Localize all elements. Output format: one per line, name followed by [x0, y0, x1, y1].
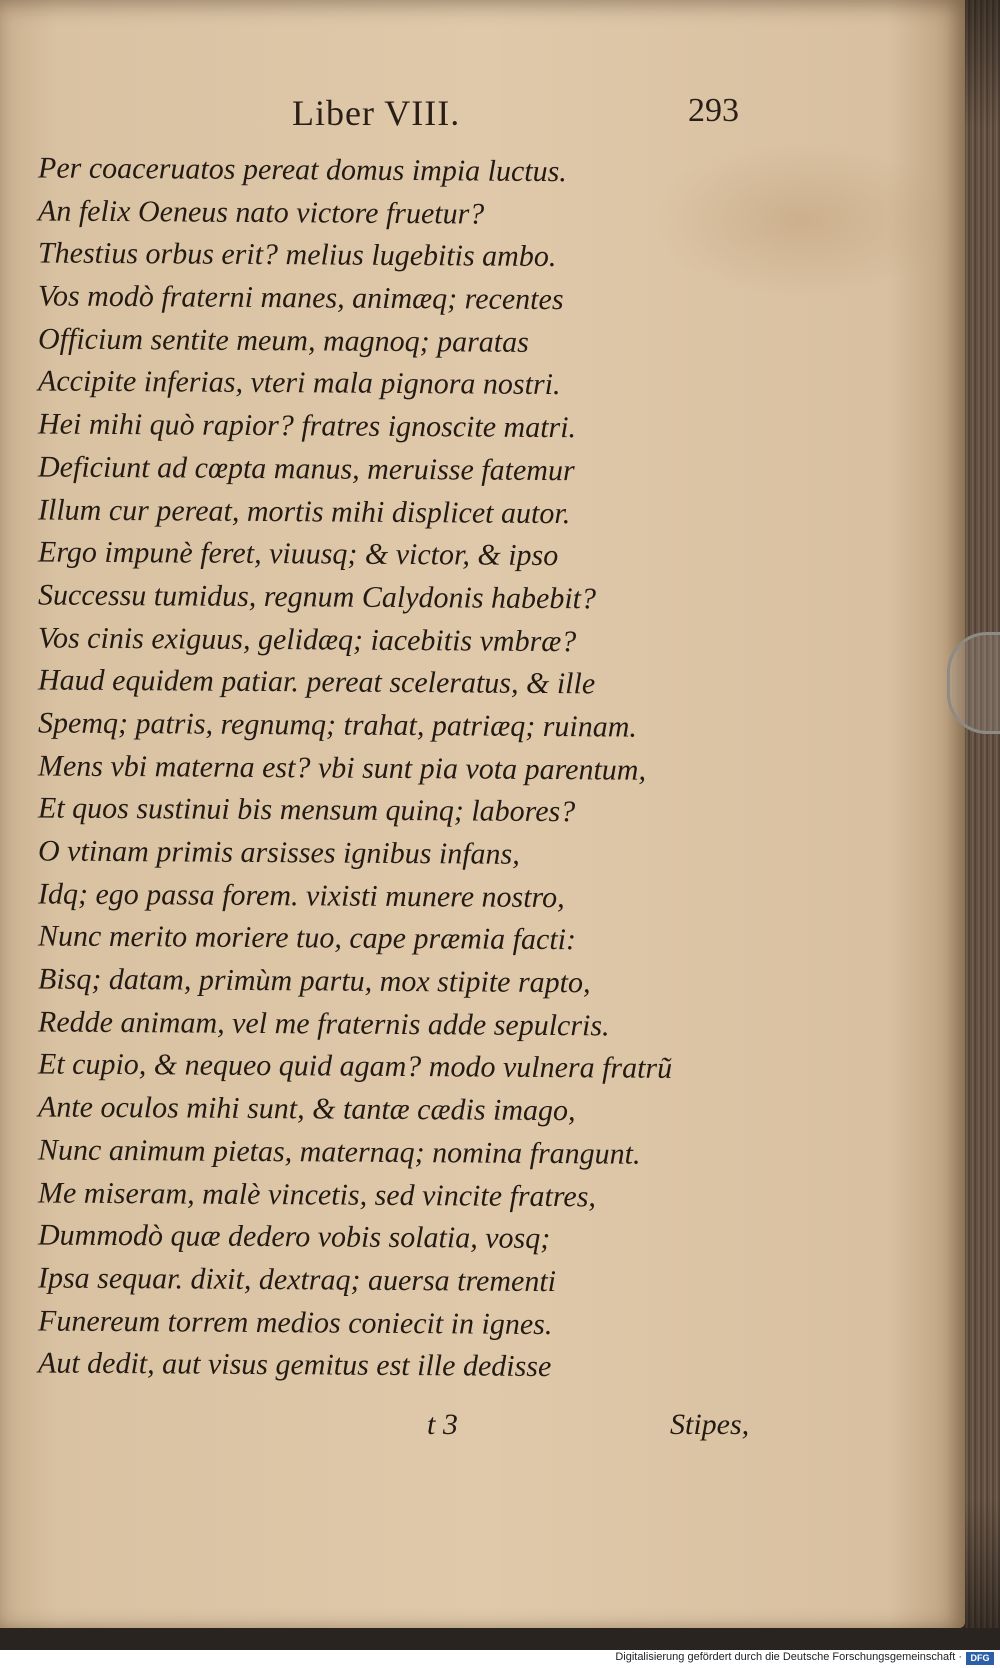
book-title: Liber VIII.	[292, 93, 461, 133]
dfg-logo-icon: DFG	[966, 1652, 994, 1665]
verse-line: Funereum torrem medios coniecit in ignes.	[38, 1304, 553, 1341]
verse-line: Illum cur pereat, mortis mihi displicet autor.	[38, 492, 571, 530]
verse-line: Ipsa sequar. dixit, dextraq; auersa trementi	[38, 1261, 556, 1298]
credit-bar	[0, 1650, 1000, 1668]
catchword: Stipes,	[670, 1408, 750, 1441]
page-number: 293	[688, 92, 739, 129]
verse-line: Nunc animum pietas, maternaq; nomina frangunt.	[38, 1133, 641, 1171]
verse-line: Spemq; patris, regnumq; trahat, patriæq; ruinam.	[38, 706, 637, 744]
verse-line: Successu tumidus, regnum Calydonis habebit?	[38, 578, 597, 616]
verse-line: Et cupio, & nequeo quid agam? modo vulnera fratrũ	[38, 1047, 673, 1086]
verse-line: Me miseram, malè vincetis, sed vincite fratres,	[38, 1175, 596, 1213]
verse-line: O vtinam primis arsisses ignibus infans,	[38, 834, 520, 871]
verse-line: Ergo impunè feret, viuusq; & victor, & ipso	[38, 535, 559, 573]
verse-line: Bisq; datam, primùm partu, mox stipite rapto,	[38, 962, 591, 1000]
verse-line: Deficiunt ad cœpta manus, meruisse fatemur	[38, 450, 575, 488]
verse-line: Hei mihi quò rapior? fratres ignoscite matri.	[38, 407, 577, 445]
page-clip	[947, 632, 1000, 734]
verse-line: Vos cinis exiguus, gelidæq; iacebitis vmbræ?	[38, 621, 577, 658]
verse-line: Accipite inferias, vteri mala pignora nostri.	[38, 364, 561, 402]
page-footer	[0, 1408, 965, 1448]
verse-line: Et quos sustinui bis mensum quinq; labores?	[38, 791, 576, 829]
verse-line: Haud equidem patiar. pereat sceleratus, & ille	[38, 663, 596, 701]
verse-line: Officium sentite meum, magnoq; paratas	[38, 322, 529, 359]
signature-mark: t 3	[427, 1408, 458, 1441]
running-head	[0, 92, 965, 138]
verse-line: Nunc merito moriere tuo, cape præmia facti:	[38, 919, 576, 957]
page-edges	[965, 0, 1000, 1628]
verse-line: Mens vbi materna est? vbi sunt pia vota parentum,	[38, 749, 646, 787]
verse-line: Per coaceruatos pereat domus impia luctus.	[38, 151, 567, 189]
verse-line: An felix Oeneus nato victore fruetur?	[38, 194, 485, 231]
verse-line: Aut dedit, aut visus gemitus est ille dedisse	[38, 1346, 552, 1384]
verse-line: Dummodò quæ dedero vobis solatia, vosq;	[38, 1218, 551, 1256]
verse-line: Redde animam, vel me fraternis adde sepulcris.	[38, 1005, 610, 1043]
verse-line: Idq; ego passa forem. vixisti munere nostro,	[38, 877, 565, 914]
verse-line: Vos modò fraterni manes, animæq; recentes	[38, 279, 564, 317]
verse-line: Thestius orbus erit? melius lugebitis ambo.	[38, 236, 557, 274]
funding-credit: Digitalisierung gefördert durch die Deutsche Forschungsgemeinschaft ·	[615, 1651, 962, 1663]
verse-line: Ante oculos mihi sunt, & tantæ cædis imago,	[38, 1090, 576, 1128]
verse-block	[38, 150, 768, 1388]
